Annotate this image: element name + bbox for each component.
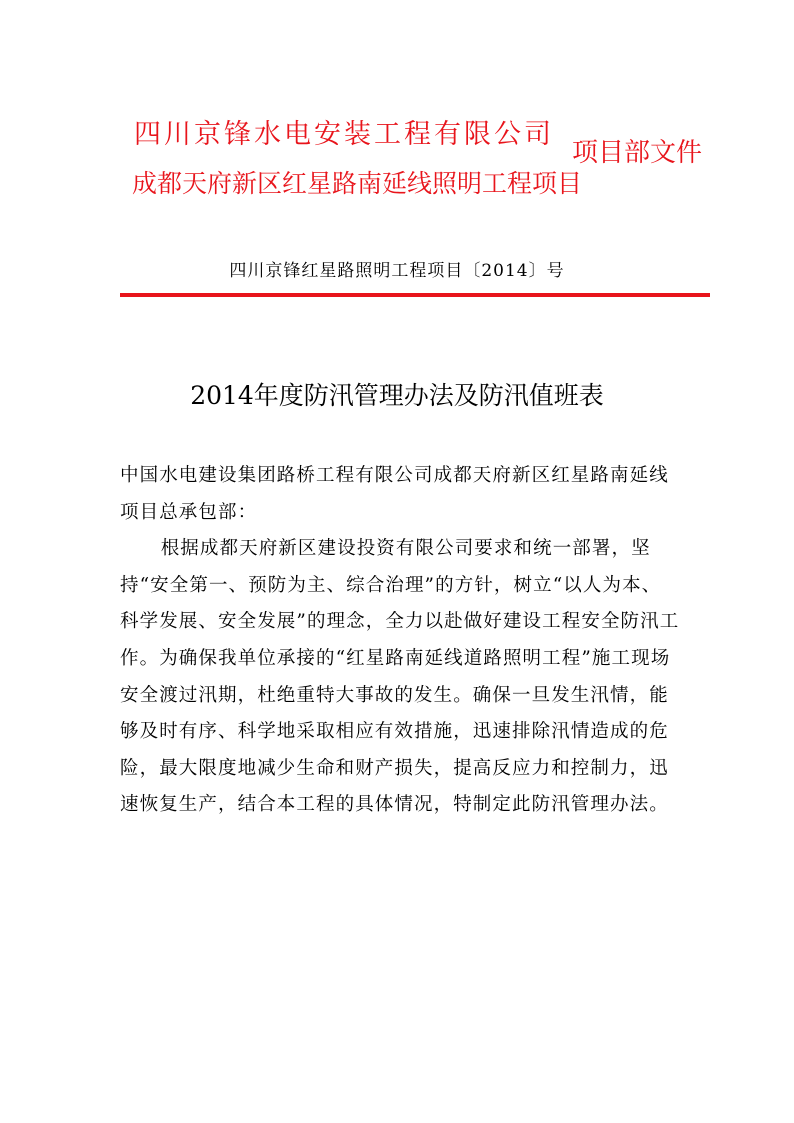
header-divider <box>120 293 710 297</box>
addressee-line: 中国水电建设集团路桥工程有限公司成都天府新区红星路南延线项目总承包部： <box>120 465 669 523</box>
document-body <box>120 458 680 824</box>
document-number: 四川京锋红星路照明工程项目〔2014〕号 <box>229 261 565 281</box>
body-paragraph: 根据成都天府新区建设投资有限公司要求和统一部署，坚持“安全第一、预防为主、综合治理”的方针，树立“以人为本、科学发展、安全发展”的理念，全力以赴做好建设工程安全防汛工作。为确保我单位承接的“红星路南延线道路照明工程”施工现场安全渡过汛期，杜绝重特大事故的发生。确保一旦发生汛情，能够及时有序、科学地采取相应有效措施，迅速排除汛情造成的危险，最大限度地减少生命和财产损失，提高反应力和控制力，迅速恢复生产，结合本工程的具体情况，特制定此防汛管理办法。 <box>120 538 680 816</box>
header-document-type: 项目部文件 <box>572 138 703 168</box>
document-title: 2014年度防汛管理办法及防汛值班表 <box>190 381 604 410</box>
header-project-name: 成都天府新区红星路南延线照明工程项目 <box>132 169 583 198</box>
header-company-name: 四川京锋水电安装工程有限公司 <box>134 119 554 150</box>
